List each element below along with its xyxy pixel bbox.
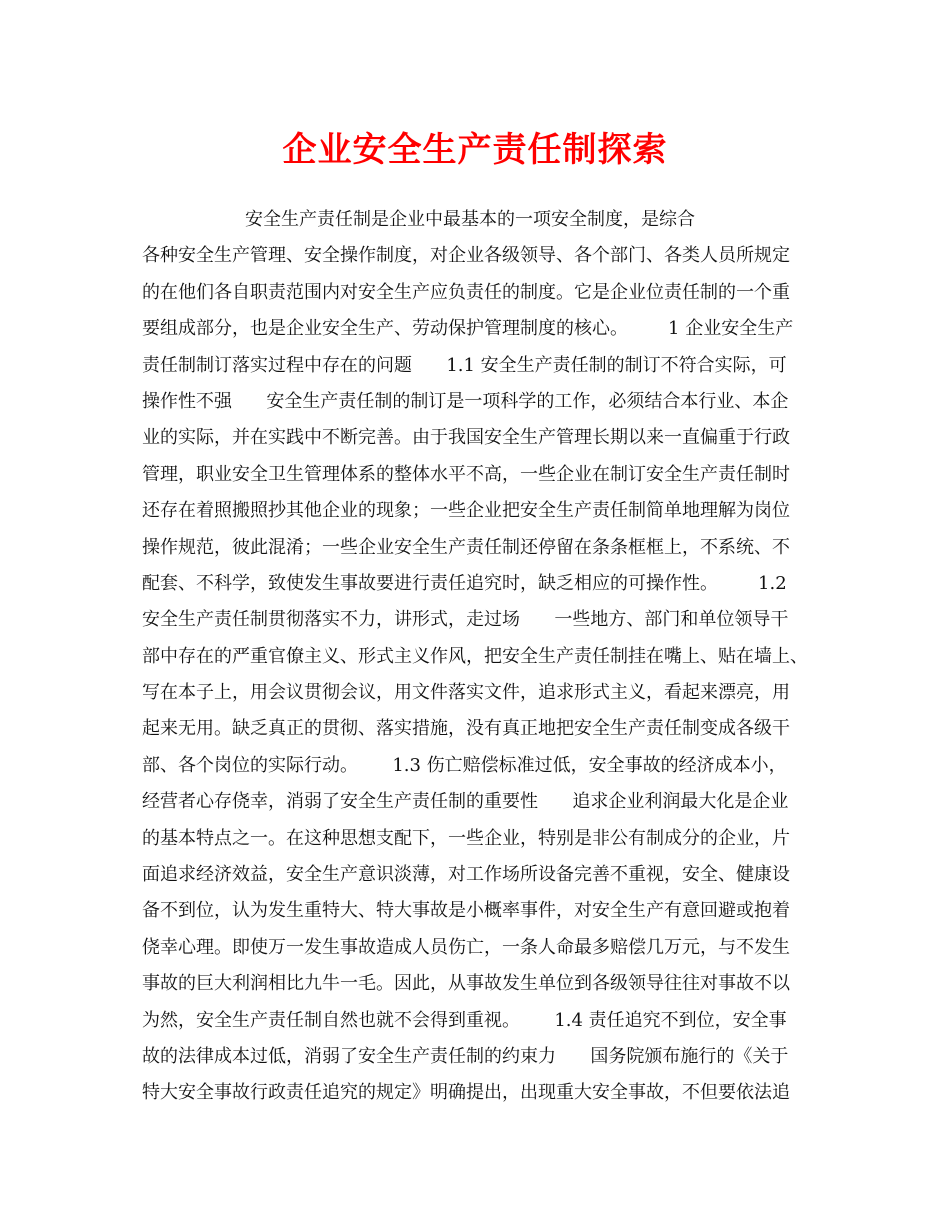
body-line: 特大安全事故行政责任追究的规定》明确提出，出现重大安全事故，不但要依法追 — [142, 1082, 790, 1104]
body-line: 还存在着照搬照抄其他企业的现象；一些企业把安全生产责任制简单地理解为岗位 — [142, 500, 790, 522]
body-line: 要组成部分，也是企业安全生产、劳动保护管理制度的核心。 1 企业安全生产 — [142, 318, 794, 340]
body-line: 安全生产责任制是企业中最基本的一项安全制度，是综合 — [142, 209, 695, 230]
body-line: 部中存在的严重官僚主义、形式主义作风，把安全生产责任制挂在嘴上、贴在墙上、 — [142, 645, 808, 667]
body-line: 安全生产责任制贯彻落实不力，讲形式，走过场 一些地方、部门和单位领导干 — [142, 609, 789, 631]
body-line: 备不到位，认为发生重特大、特大事故是小概率事件，对安全生产有意回避或抱着 — [142, 900, 790, 922]
body-line: 侥幸心理。即使万一发生事故造成人员伤亡，一条人命最多赔偿几万元，与不发生 — [142, 936, 790, 958]
body-line: 操作规范，彼此混淆；一些企业安全生产责任制还停留在条条框框上，不系统、不 — [142, 536, 790, 558]
document-body — [142, 202, 822, 1112]
body-line: 起来无用。缺乏真正的贯彻、落实措施，没有真正地把安全生产责任制变成各级干 — [142, 718, 790, 740]
body-line: 故的法律成本过低，消弱了安全生产责任制的约束力 国务院颁布施行的《关于 — [142, 1045, 789, 1067]
body-line: 经营者心存侥幸，消弱了安全生产责任制的重要性 追求企业利润最大化是企业 — [142, 791, 789, 813]
body-line: 部、各个岗位的实际行动。 1.3 伤亡赔偿标准过低，安全事故的经济成本小， — [142, 754, 787, 776]
body-line: 管理，职业安全卫生管理体系的整体水平不高，一些企业在制订安全生产责任制时 — [142, 463, 790, 485]
body-line: 事故的巨大利润相比九牛一毛。因此，从事故发生单位到各级领导往往对事故不以 — [142, 973, 790, 995]
body-line: 的基本特点之一。在这种思想支配下，一些企业，特别是非公有制成分的企业，片 — [142, 827, 790, 849]
body-line: 各种安全生产管理、安全操作制度，对企业各级领导、各个部门、各类人员所规定 — [142, 245, 790, 267]
document-title: 企业安全生产责任制探索 — [282, 130, 668, 170]
body-line: 写在本子上，用会议贯彻会议，用文件落实文件，追求形式主义，看起来漂亮，用 — [142, 682, 790, 704]
body-line: 操作性不强 安全生产责任制的制订是一项科学的工作，必须结合本行业、本企 — [142, 390, 789, 412]
body-line: 的在他们各自职责范围内对安全生产应负责任的制度。它是企业位责任制的一个重 — [142, 281, 790, 303]
body-line: 配套、不科学，致使发生事故要进行责任追究时，缺乏相应的可操作性。 1.2 — [142, 572, 787, 594]
body-line: 面追求经济效益，安全生产意识淡薄，对工作场所设备完善不重视，安全、健康设 — [142, 864, 790, 886]
body-line: 业的实际，并在实践中不断完善。由于我国安全生产管理长期以来一直偏重于行政 — [142, 427, 790, 449]
body-line: 责任制制订落实过程中存在的问题 1.1 安全生产责任制的制订不符合实际，可 — [142, 354, 787, 376]
body-line: 为然，安全生产责任制自然也就不会得到重视。 1.4 责任追究不到位，安全事 — [142, 1009, 787, 1031]
